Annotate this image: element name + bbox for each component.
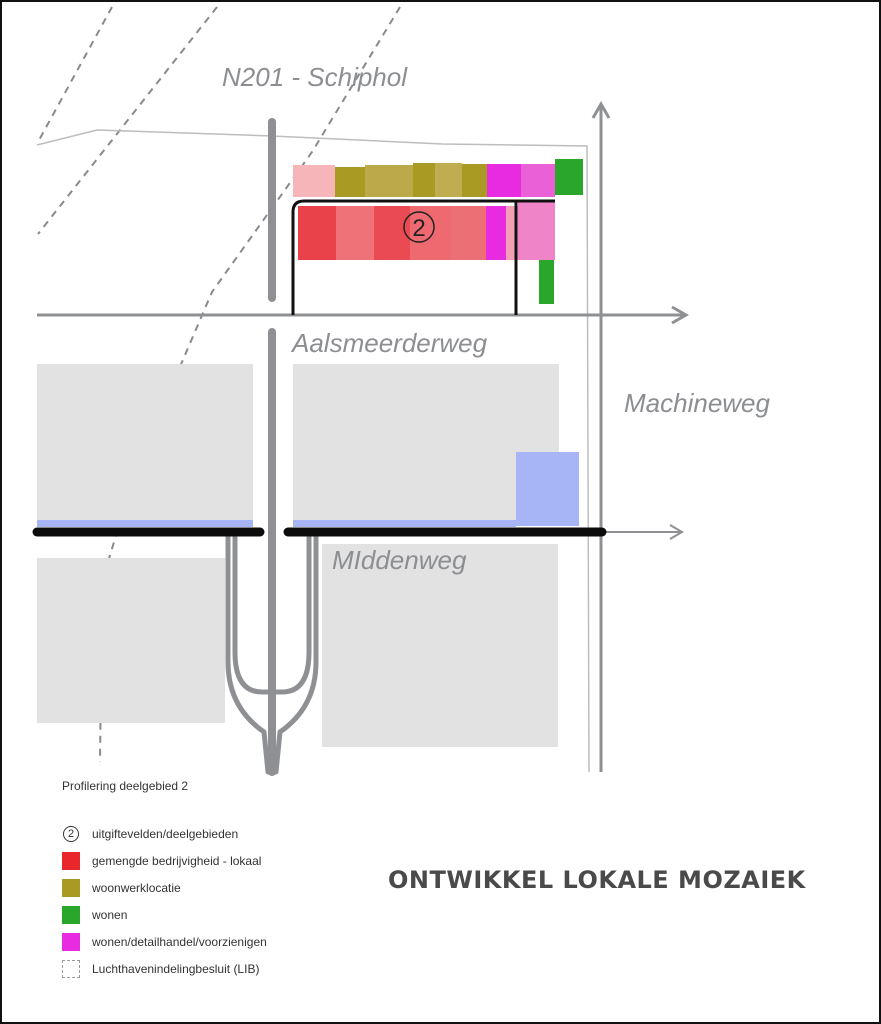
legend-item-woonwerklocatie [62,874,267,901]
headline: ONTWIKKEL LOKALE MOZAIEK [388,866,806,894]
legend-label: woonwerklocatie [92,880,181,895]
lavender-strip-west [37,520,253,527]
legend-label: Luchthavenindelingbesluit (LIB) [92,961,260,976]
legend-label: gemengde bedrijvigheid - lokaal [92,853,262,868]
aalsmeerderweg-arrow [37,307,686,323]
lavender-block [516,452,579,526]
green-swatch-icon [62,906,80,924]
legend-item-gemengde-bedrijvigheid [62,847,267,874]
block-west-lower [37,558,225,723]
road-label-middenweg: MIddenweg [332,545,467,575]
red-swatch-icon [62,852,80,870]
area-marker-text: 2 [412,215,426,242]
zone-green-top [555,159,583,195]
middenweg-arrow [602,525,682,539]
map-caption: Profilering deelgebied 2 [62,779,189,793]
road-label-n201: N201 - Schiphol [222,62,407,92]
legend-item-wonen [62,901,267,928]
zone-green-side [539,260,554,304]
dashed-swatch-icon [62,960,80,978]
legend-label: uitgiftevelden/deelgebieden [92,826,239,841]
machineweg-arrow [593,104,609,772]
legend-item-deelgebieden [62,820,267,847]
zone-top-band [293,159,583,197]
legend-item-wonen-detailhandel [62,928,267,955]
magenta-swatch-icon [62,933,80,951]
olive-swatch-icon [62,879,80,897]
lib-line-1 [38,7,112,142]
lavender-strip-center [293,520,516,527]
block-west-upper [37,364,253,522]
road-label-machineweg: Machineweg [624,388,770,418]
legend-label: wonen/detailhandel/voorzienigen [92,934,267,949]
legend-item-lib [62,955,267,982]
legend-label: wonen [92,907,128,922]
lib-line-2 [38,7,217,234]
circled-number-icon: 2 [63,826,79,842]
road-label-aalsmeerderweg: Aalsmeerderweg [292,328,488,358]
legend [62,820,267,982]
